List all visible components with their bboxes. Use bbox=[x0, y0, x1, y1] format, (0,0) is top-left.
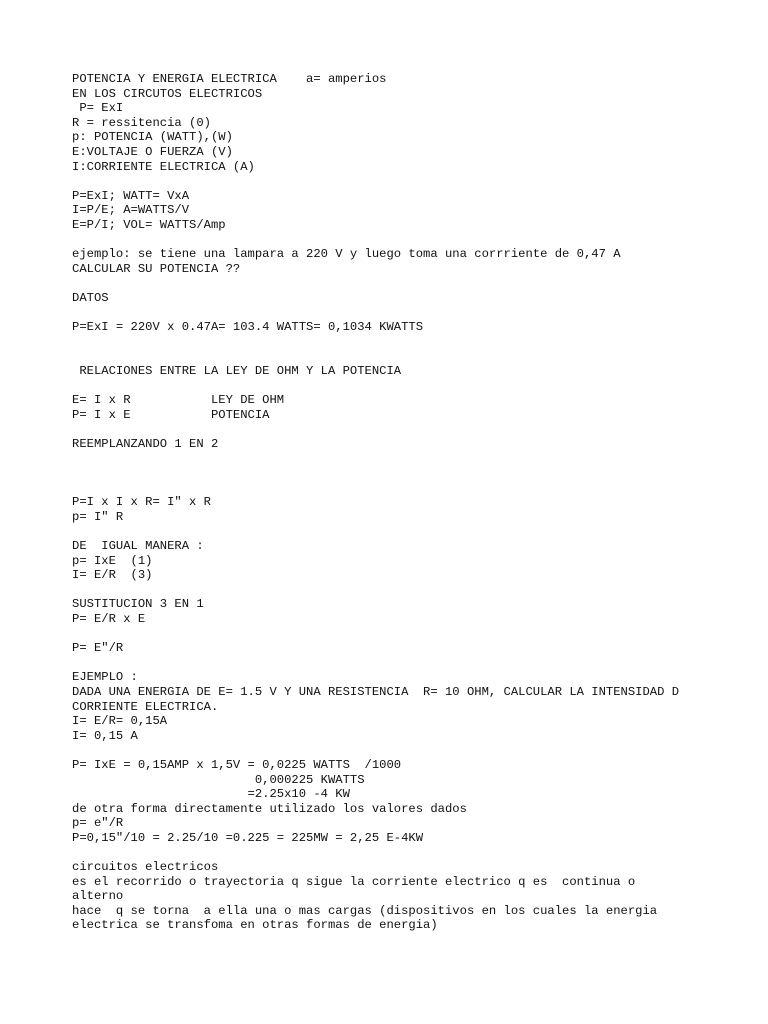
doc-line: alterno bbox=[72, 889, 124, 904]
doc-line: circuitos electricos bbox=[72, 860, 219, 875]
blank-line bbox=[72, 451, 762, 495]
blank-line bbox=[72, 335, 762, 364]
doc-line: P=ExI = 220V x 0.47A= 103.4 WATTS= 0,1034 KWATTS bbox=[72, 320, 424, 335]
doc-line: P= ExI bbox=[72, 101, 124, 116]
doc-line: P=0,15"/10 = 2.25/10 =0.225 = 225MW = 2,25 E-4KW bbox=[72, 830, 424, 845]
doc-line: E=P/I; VOL= WATTS/Amp bbox=[72, 217, 226, 232]
doc-line: SUSTITUCION 3 EN 1 bbox=[72, 597, 204, 612]
doc-line: P= I x E POTENCIA bbox=[72, 407, 270, 422]
doc-line: P= IxE = 0,15AMP x 1,5V = 0,0225 WATTS /1000 bbox=[72, 757, 402, 772]
blank-line bbox=[72, 656, 762, 671]
doc-line: p= I" R bbox=[72, 509, 124, 524]
doc-line: DADA UNA ENERGIA DE E= 1.5 V Y UNA RESISTENCIA R= 10 OHM, CALCULAR LA INTENSIDAD D bbox=[72, 684, 680, 699]
blank-line bbox=[72, 583, 762, 598]
doc-line: EJEMPLO : bbox=[72, 670, 138, 685]
doc-line: I= E/R (3) bbox=[72, 568, 153, 583]
doc-line: es el recorrido o trayectoria q sigue la corriente electrico q es continua o bbox=[72, 874, 636, 889]
doc-line: 0,000225 KWATTS bbox=[72, 772, 365, 787]
document-body bbox=[72, 72, 762, 933]
doc-line: I:CORRIENTE ELECTRICA (A) bbox=[72, 159, 255, 174]
doc-line: I=P/E; A=WATTS/V bbox=[72, 203, 190, 218]
doc-line: I= 0,15 A bbox=[72, 728, 138, 743]
blank-line bbox=[72, 422, 762, 437]
doc-line: P= E/R x E bbox=[72, 611, 146, 626]
doc-line: RELACIONES ENTRE LA LEY DE OHM Y LA POTENCIA bbox=[72, 363, 402, 378]
doc-line: P= E"/R bbox=[72, 641, 124, 656]
doc-line: DATOS bbox=[72, 290, 109, 305]
blank-line bbox=[72, 233, 762, 248]
doc-line: CORRIENTE ELECTRICA. bbox=[72, 699, 219, 714]
doc-line: POTENCIA Y ENERGIA ELECTRICA a= amperios bbox=[72, 72, 387, 86]
blank-line bbox=[72, 743, 762, 758]
doc-line: P=I x I x R= I" x R bbox=[72, 495, 211, 510]
blank-line bbox=[72, 306, 762, 321]
doc-line: EN LOS CIRCUTOS ELECTRICOS bbox=[72, 86, 263, 101]
doc-line: E= I x R LEY DE OHM bbox=[72, 393, 285, 408]
blank-line bbox=[72, 276, 762, 291]
doc-line: p= IxE (1) bbox=[72, 553, 153, 568]
doc-line: p: POTENCIA (WATT),(W) bbox=[72, 130, 233, 145]
doc-line: p= e"/R bbox=[72, 816, 124, 831]
doc-line: electrica se transfoma en otras formas de energia) bbox=[72, 918, 438, 933]
blank-line bbox=[72, 845, 762, 860]
blank-line bbox=[72, 378, 762, 393]
blank-line bbox=[72, 627, 762, 642]
doc-line: DE IGUAL MANERA : bbox=[72, 539, 204, 554]
blank-line bbox=[72, 524, 762, 539]
doc-line: R = ressitencia (0) bbox=[72, 115, 211, 130]
blank-line bbox=[72, 174, 762, 189]
doc-line: =2.25x10 -4 KW bbox=[72, 787, 350, 802]
doc-line: CALCULAR SU POTENCIA ?? bbox=[72, 261, 241, 276]
doc-line: ejemplo: se tiene una lampara a 220 V y luego toma una corrriente de 0,47 A bbox=[72, 247, 621, 262]
doc-line: P=ExI; WATT= VxA bbox=[72, 188, 190, 203]
doc-line: de otra forma directamente utilizado los valores dados bbox=[72, 801, 467, 816]
doc-line: REEMPLANZANDO 1 EN 2 bbox=[72, 436, 219, 451]
doc-line: I= E/R= 0,15A bbox=[72, 714, 168, 729]
doc-line: hace q se torna a ella una o mas cargas (dispositivos en los cuales la energia bbox=[72, 903, 658, 918]
doc-line: E:VOLTAJE O FUERZA (V) bbox=[72, 144, 233, 159]
